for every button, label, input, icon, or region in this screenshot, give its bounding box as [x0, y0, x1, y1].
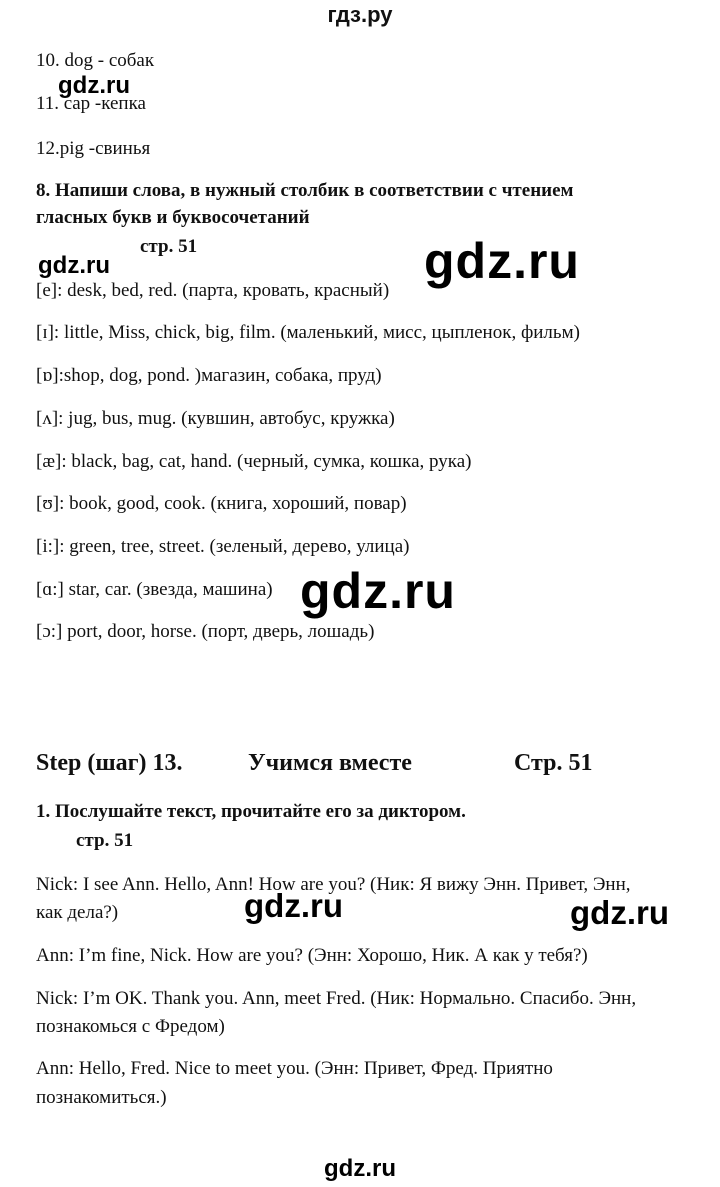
watermark: gdz.ru — [300, 563, 456, 619]
vowel-line: [ɑ:] star, car. (звезда, машина) — [36, 579, 273, 600]
watermark: gdz.ru — [58, 72, 130, 99]
dialogue-line: Nick: I see Ann. Hello, Ann! How are you? (Ник: Я вижу Энн. Привет, Энн, — [36, 874, 631, 895]
vowel-line: [e]: desk, bed, red. (парта, кровать, красный) — [36, 280, 390, 301]
vowel-line: [i:]: green, tree, street. (зеленый, дерево, улица) — [36, 536, 410, 557]
vowel-line: [ʊ]: book, good, cook. (книга, хороший, повар) — [36, 493, 407, 514]
dialogue-line: Nick: I’m OK. Thank you. Ann, meet Fred. (Ник: Нормально. Спасибо. Энн, — [36, 988, 637, 1009]
watermark: gdz.ru — [38, 252, 110, 279]
vowel-line: [ɔ:] port, door, horse. (порт, дверь, лошадь) — [36, 621, 375, 642]
site-header: гдз.ру — [327, 2, 393, 27]
task8-title-line1: 8. Напиши слова, в нужный столбик в соответствии с чтением — [36, 180, 574, 201]
task8-title-line2: гласных букв и буквосочетаний — [36, 207, 310, 228]
vowel-line: [æ]: black, bag, cat, hand. (черный, сумка, кошка, рука) — [36, 451, 472, 472]
watermark: gdz.ru — [424, 233, 580, 289]
list-item: 11. cap -кепка — [36, 93, 146, 114]
dialogue-line: познакомься с Фредом) — [36, 1016, 225, 1037]
watermark: gdz.ru — [570, 894, 669, 931]
dialogue-line: познакомиться.) — [36, 1087, 167, 1108]
dialogue-line: Ann: Hello, Fred. Nice to meet you. (Энн: Привет, Фред. Приятно — [36, 1058, 553, 1079]
step-page: Стр. 51 — [514, 750, 593, 776]
list-item: 10. dog - собак — [36, 50, 155, 71]
task1-page-ref: стр. 51 — [76, 830, 134, 851]
dialogue-line: как дела?) — [36, 902, 119, 923]
dialogue-line: Ann: I’m fine, Nick. How are you? (Энн: Хорошо, Ник. А как у тебя?) — [36, 945, 588, 966]
task1-title: 1. Послушайте текст, прочитайте его за диктором. — [36, 801, 466, 822]
vowel-line: [ɒ]:shop, dog, pond. )магазин, собака, пруд) — [36, 365, 382, 386]
list-item: 12.pig -свинья — [36, 138, 151, 159]
step-label: Step (шаг) 13. — [36, 750, 183, 776]
vowel-line: [ɪ]: little, Miss, chick, big, film. (маленький, мисс, цыпленок, фильм) — [36, 322, 580, 343]
watermark: gdz.ru — [244, 887, 343, 924]
watermark: gdz.ru — [324, 1155, 396, 1182]
step-title: Учимся вместе — [248, 750, 412, 776]
vowel-line: [ʌ]: jug, bus, mug. (кувшин, автобус, кружка) — [36, 408, 395, 429]
task8-page-ref: стр. 51 — [140, 236, 198, 257]
